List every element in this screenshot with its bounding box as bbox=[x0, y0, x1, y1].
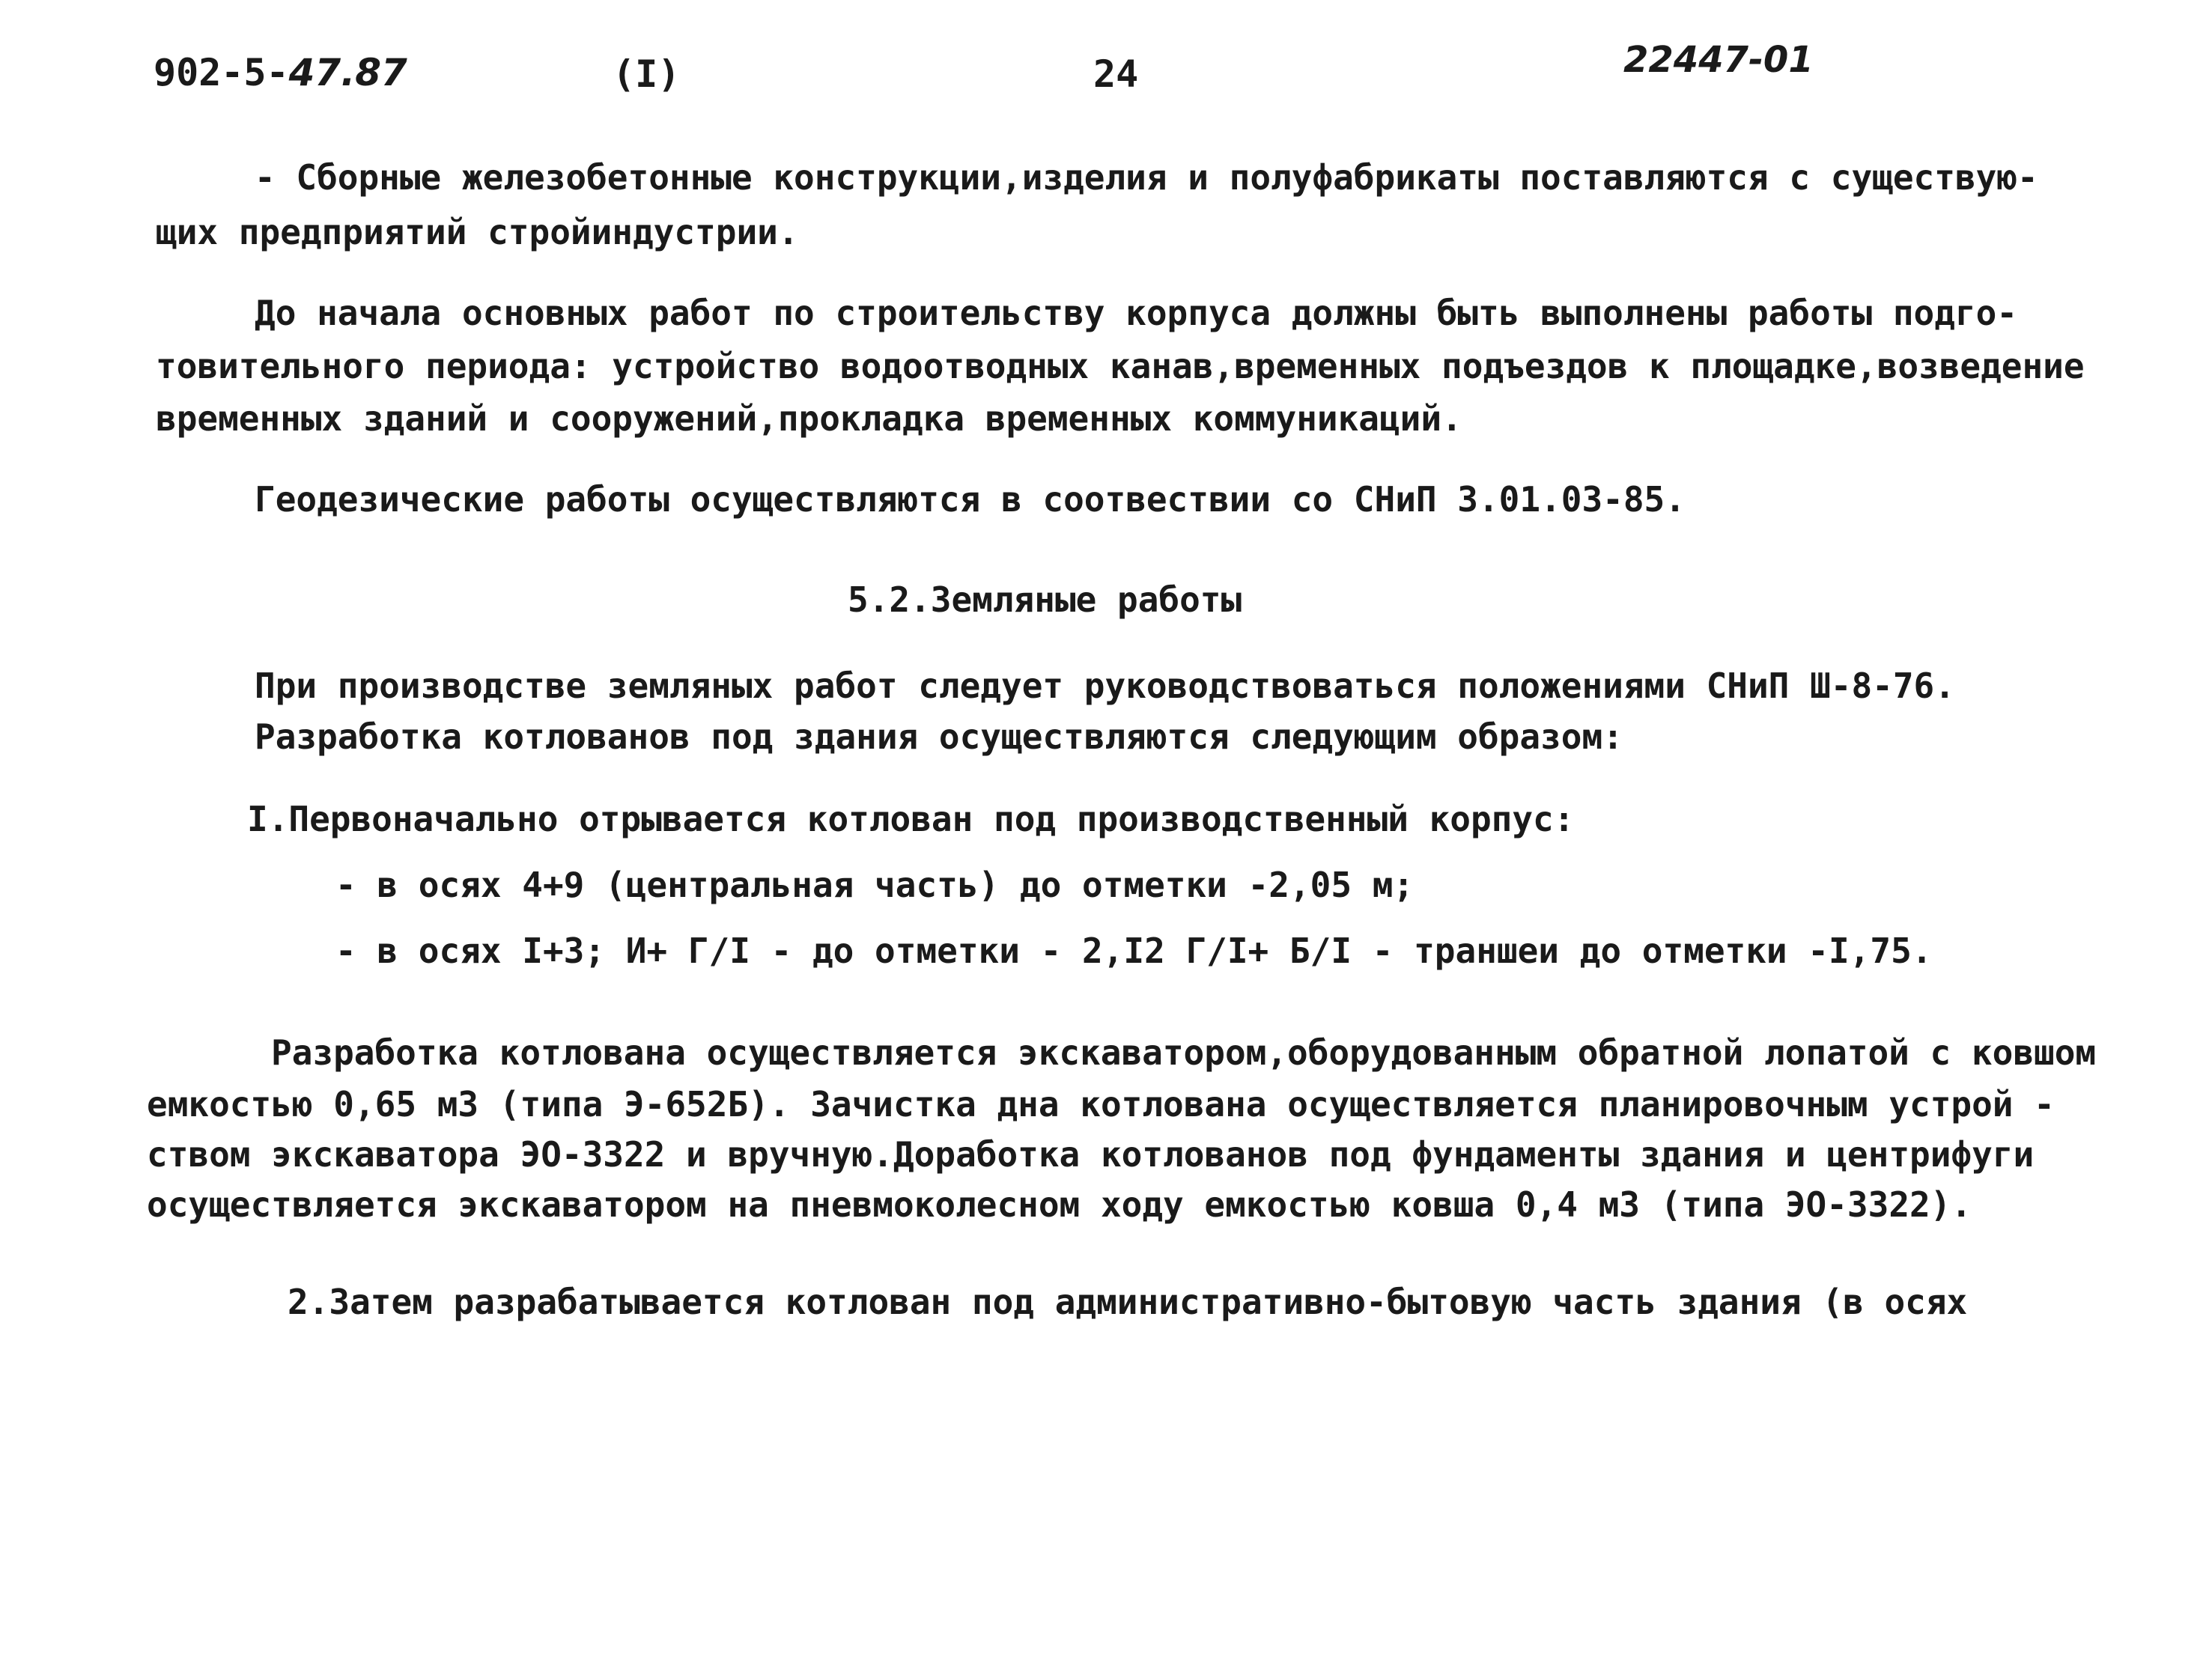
page-number: 24 bbox=[1093, 52, 1139, 96]
paragraph-2-line-1: До начала основных работ по строительству корпуса должны быть выполнены работы подго- bbox=[255, 293, 2018, 333]
paragraph-5-line-3: ством экскаватора ЭО-3322 и вручную.Доработка котлованов под фундаменты здания и центрифуги bbox=[147, 1134, 2035, 1175]
doc-number bbox=[154, 51, 407, 94]
doc-number-handwritten: 47.87 bbox=[288, 51, 407, 94]
paragraph-5-line-1: Разработка котлована осуществляется экскаватором,оборудованным обратной лопатой с ковшом bbox=[271, 1032, 2097, 1073]
paragraph-2-line-3: временных зданий и сооружений,прокладка временных коммуникаций. bbox=[156, 398, 1462, 439]
paragraph-5-line-4: осуществляется экскаватором на пневмоколесном ходу емкостью ковша 0,4 м3 (типа ЭО-3322). bbox=[147, 1184, 1972, 1225]
list-item-2: 2.Затем разрабатывается котлован под административно-бытовую часть здания (в осях bbox=[288, 1282, 1968, 1322]
paragraph-1-line-1: - Сборные железобетонные конструкции,изделия и полуфабрикаты поставляются с существую- bbox=[255, 157, 2038, 198]
sheet-code: 22447-01 bbox=[1623, 39, 1814, 81]
paragraph-4-line-2: Разработка котлованов под здания осуществляются следующим образом: bbox=[255, 716, 1623, 757]
paragraph-2-line-2: товительного периода: устройство водоотводных канав,временных подъездов к площадке,возведение bbox=[156, 346, 2085, 386]
paragraph-3: Геодезические работы осуществляются в соотвествии со СНиП 3.01.03-85. bbox=[255, 479, 1686, 520]
paragraph-1-line-2: щих предприятий стройиндустрии. bbox=[156, 212, 799, 252]
list-item-1: I.Первоначально отрывается котлован под производственный корпус: bbox=[247, 799, 1575, 839]
part-number: (I) bbox=[613, 52, 681, 96]
paragraph-5-line-2: емкостью 0,65 м3 (типа Э-652Б). Зачистка дна котлована осуществляется планировочным устрой - bbox=[147, 1084, 2055, 1124]
list-item-1-sub-a: - в осях 4+9 (центральная часть) до отметки -2,05 м; bbox=[335, 865, 1415, 905]
paragraph-4-line-1: При производстве земляных работ следует руководствоваться положениями СНиП Ш-8-76. bbox=[255, 666, 1955, 706]
section-title: 5.2.Земляные работы bbox=[848, 579, 1242, 620]
doc-number-prefix: 902-5- bbox=[154, 51, 289, 94]
list-item-1-sub-b: - в осях I+3; И+ Г/I - до отметки - 2,I2 Г/I+ Б/I - траншеи до отметки -I,75. bbox=[335, 931, 1933, 971]
